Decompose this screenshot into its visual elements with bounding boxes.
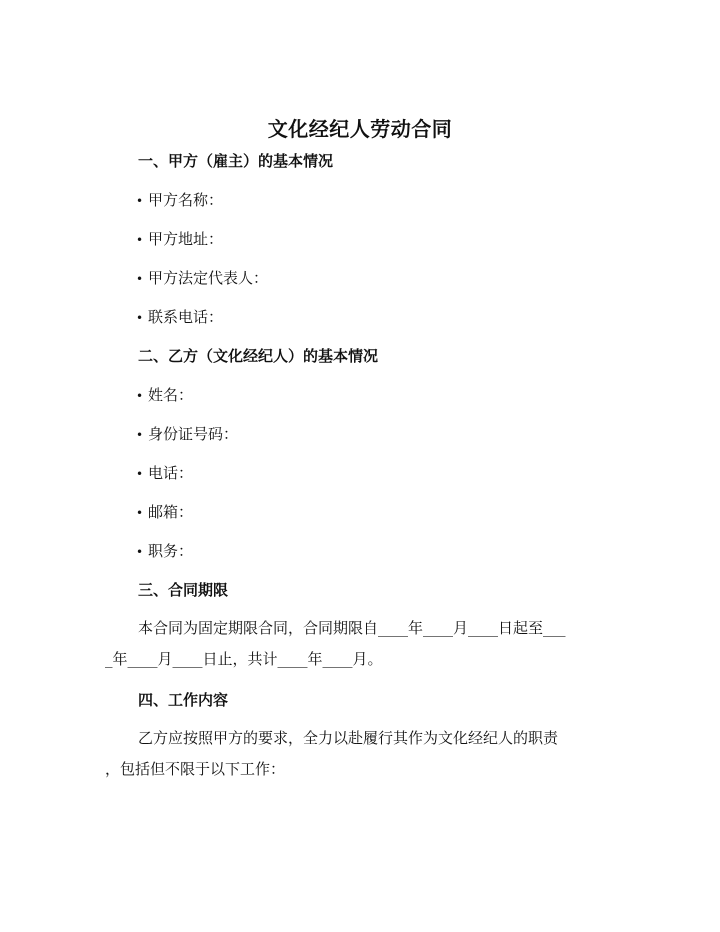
- list-item: [136, 384, 193, 405]
- list-item: [136, 189, 223, 210]
- list-item: [136, 423, 238, 444]
- paragraph-line: _年____月____日止，共计____年____月。: [105, 650, 383, 668]
- bullet-icon: •: [136, 545, 144, 559]
- bullet-icon: •: [136, 428, 144, 442]
- list-item: [136, 267, 268, 288]
- field-label: 甲方地址：: [148, 230, 224, 248]
- section-heading-work-content: 四、工作内容: [138, 691, 229, 709]
- paragraph-work-content: [105, 723, 625, 785]
- bullet-icon: •: [136, 311, 144, 325]
- bullet-icon: •: [136, 272, 144, 286]
- list-item: [136, 501, 193, 522]
- section-heading-party-b: 二、乙方（文化经纪人）的基本情况: [138, 347, 379, 365]
- bullet-icon: •: [136, 194, 144, 208]
- field-label: 职务：: [148, 542, 194, 560]
- field-label: 甲方法定代表人：: [148, 269, 269, 287]
- paragraph-line: ，包括但不限于以下工作：: [105, 760, 286, 778]
- bullet-icon: •: [136, 233, 144, 247]
- field-label: 联系电话：: [148, 308, 224, 326]
- list-item: [136, 228, 223, 249]
- list-item: [136, 540, 193, 561]
- bullet-icon: •: [136, 467, 144, 481]
- field-label: 甲方名称：: [148, 191, 224, 209]
- field-label: 邮箱：: [148, 503, 194, 521]
- section-heading-party-a: 一、甲方（雇主）的基本情况: [138, 152, 334, 170]
- field-label: 姓名：: [148, 386, 194, 404]
- section-heading-contract-term: 三、合同期限: [138, 581, 229, 599]
- field-label: 电话：: [148, 464, 194, 482]
- paragraph-contract-term: [105, 613, 625, 675]
- paragraph-line: 乙方应按照甲方的要求，全力以赴履行其作为文化经纪人的职责: [138, 729, 559, 747]
- list-item: [136, 306, 223, 327]
- field-label: 身份证号码：: [148, 425, 239, 443]
- bullet-icon: •: [136, 389, 144, 403]
- document-title: 文化经纪人劳动合同: [267, 117, 453, 141]
- bullet-icon: •: [136, 506, 144, 520]
- list-item: [136, 462, 193, 483]
- paragraph-line: 本合同为固定期限合同，合同期限自____年____月____日起至___: [138, 619, 566, 637]
